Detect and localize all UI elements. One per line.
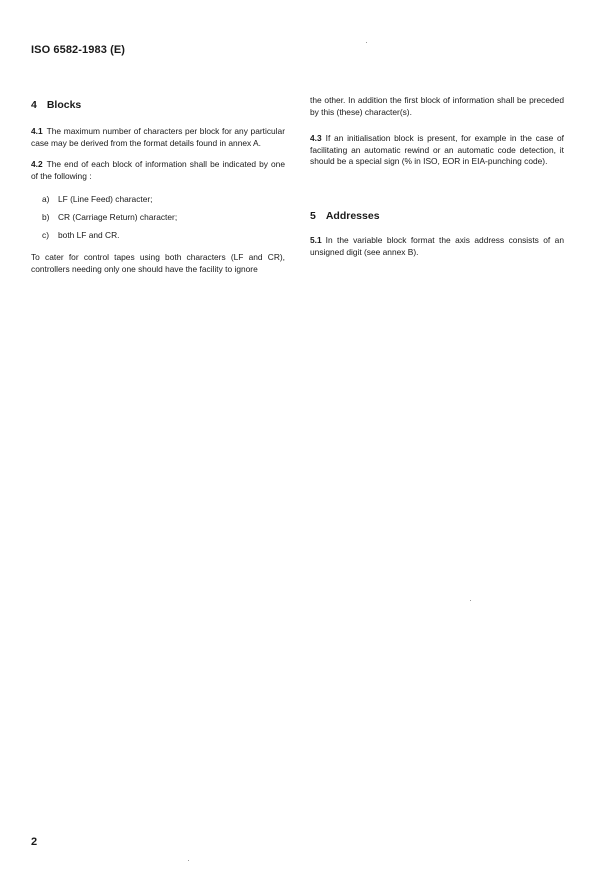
section-5-heading: [310, 209, 564, 223]
list-item: [31, 212, 285, 224]
scan-speck: [366, 42, 367, 43]
list-item: [31, 194, 285, 206]
clause-5-1-text: In the variable block format the axis address consists of an unsigned digit (see annex B).: [310, 234, 564, 257]
clause-5-1: [310, 235, 564, 258]
section-4-title: Blocks: [46, 99, 82, 111]
section-4-heading: [31, 98, 285, 112]
clause-5-1-number: 5.1: [310, 234, 322, 245]
list-item: [31, 230, 285, 242]
list-item-marker: c): [42, 229, 49, 240]
page-number: 2: [31, 836, 38, 848]
scan-speck: [470, 600, 471, 601]
clause-4-3-text: If an initialisation block is present, for example in the case of facilitating an automatic rewind or an automatic code detection, it should be a special sign (% in ISO, EOR in EIA-punching code).: [310, 133, 564, 167]
scan-speck: [188, 860, 189, 861]
section-4-number: 4: [31, 99, 37, 111]
list-item-text: CR (Carriage Return) character;: [58, 211, 178, 222]
clause-4-2-text: The end of each block of information shall be indicated by one of the following :: [31, 159, 285, 181]
list-item-marker: a): [42, 194, 50, 205]
paragraph-after-list: To cater for control tapes using both characters (LF and CR), controllers needing only one should have the facility to ignore: [31, 252, 285, 274]
clause-4-2-number: 4.2: [31, 159, 43, 170]
standard-header: ISO 6582-1983 (E): [31, 44, 126, 56]
clause-4-1-number: 4.1: [31, 126, 43, 136]
clause-4-3-number: 4.3: [310, 133, 322, 144]
continuation-paragraph: the other. In addition the first block of information shall be preceded by this (these) character(s).: [310, 95, 564, 117]
end-of-block-list: [31, 194, 285, 241]
section-5-title: Addresses: [325, 209, 380, 222]
right-column: [310, 95, 564, 258]
left-column: [31, 95, 285, 275]
clause-4-3: [310, 133, 564, 168]
clause-4-2: [31, 159, 285, 182]
list-item-text: LF (Line Feed) character;: [58, 194, 153, 205]
clause-4-1-text: The maximum number of characters per block for any particular case may be derived from the format details found in annex A.: [31, 126, 285, 148]
list-item-text: both LF and CR.: [58, 229, 120, 240]
list-item-marker: b): [42, 211, 50, 222]
clause-4-1: [31, 126, 285, 149]
section-5-number: 5: [310, 209, 316, 222]
